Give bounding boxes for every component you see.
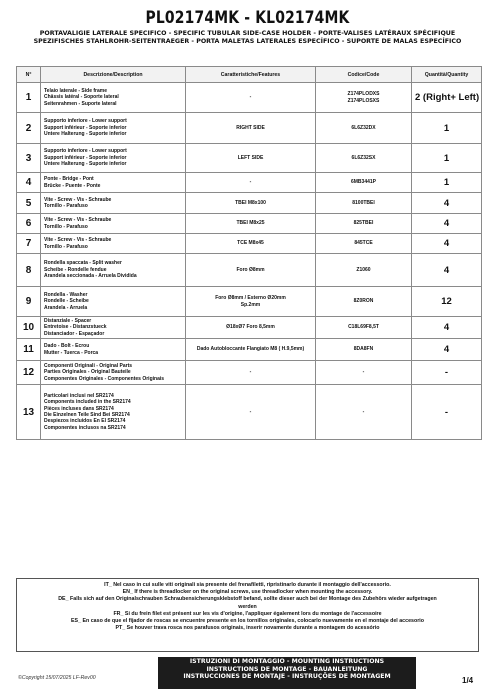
row-description-line: Pièces incluses dans SR2174 bbox=[44, 405, 114, 412]
row-number: 6 bbox=[17, 214, 41, 234]
row-description bbox=[41, 113, 186, 144]
row-description-line: Particolari inclusi nel SR2174 bbox=[44, 392, 114, 399]
row-features-line: Dado Autobloccante Flangiato M8 ( H.9,5mm) bbox=[196, 346, 305, 353]
note-fr: FR_ Si du frein filet est présent sur les vis d'origine, l'appliquer également lors du montage de l'accessoire bbox=[113, 610, 382, 617]
row-description-line: Support inférieur - Soporte inferior bbox=[44, 124, 127, 131]
row-features-line: Ø18xØ7 Foro 8,5mm bbox=[226, 324, 275, 331]
instructions-line-1: ISTRUZIONI DI MONTAGGIO - MOUNTING INSTRUCTIONS bbox=[189, 658, 385, 665]
row-code-line: Z174PLODXS bbox=[347, 91, 380, 98]
table-row bbox=[17, 113, 482, 144]
row-features bbox=[186, 254, 316, 287]
row-description bbox=[41, 339, 186, 361]
mounting-instructions-banner bbox=[158, 657, 416, 689]
note-es: ES_ En caso de que el fijador de roscas se encuentre presente en los tornillos originales, colocarlo nuevamente en el montaje del accesorio bbox=[71, 618, 424, 625]
page-number: 1/4 bbox=[462, 676, 474, 685]
row-features bbox=[186, 234, 316, 254]
row-quantity: 1 bbox=[412, 113, 482, 144]
note-de-continued: werden bbox=[238, 603, 257, 610]
row-features-line: Sp.2mm bbox=[240, 301, 261, 308]
row-description bbox=[41, 234, 186, 254]
row-features bbox=[186, 361, 316, 385]
row-description-line: Vite - Screw - Vis - Schraube bbox=[44, 237, 112, 244]
table-row bbox=[17, 83, 482, 113]
row-quantity: 2 (Right+ Left) bbox=[412, 83, 482, 113]
row-quantity: 4 bbox=[412, 254, 482, 287]
row-code bbox=[316, 214, 412, 234]
row-code-line: - bbox=[362, 408, 365, 415]
row-description-line: Tornillo - Parafuso bbox=[44, 243, 88, 250]
row-description bbox=[41, 144, 186, 173]
row-quantity: 1 bbox=[412, 173, 482, 193]
row-code bbox=[316, 317, 412, 339]
document-title: PL02174MK - KL02174MK bbox=[145, 8, 350, 28]
row-description bbox=[41, 385, 186, 440]
row-features-line: - bbox=[249, 369, 252, 376]
row-description-line: Ponte - Bridge - Pont bbox=[44, 176, 94, 183]
row-description bbox=[41, 214, 186, 234]
table-row bbox=[17, 339, 482, 361]
parts-table-body bbox=[17, 83, 482, 440]
row-description-line: Support inférieur - Soporte inferior bbox=[44, 154, 127, 161]
row-features bbox=[186, 214, 316, 234]
table-row bbox=[17, 287, 482, 317]
row-description-line: Rondelle - Scheibe bbox=[44, 298, 89, 305]
table-row bbox=[17, 234, 482, 254]
row-features bbox=[186, 385, 316, 440]
row-code-line: - bbox=[362, 369, 365, 376]
subtitle-line-1: PORTAVALIGIE LATERALE SPECIFICO - SPECIFIC TUBULAR SIDE-CASE HOLDER - PORTE-VALISES LATÉRAUX SPÉCIFIQUE bbox=[39, 30, 456, 37]
row-description-line: Dado - Bolt - Ecrou bbox=[44, 343, 90, 350]
row-code-line: Z174PLOSXS bbox=[347, 97, 380, 104]
row-code-line: 8DA8FN bbox=[353, 346, 374, 353]
row-features-line: RIGHT SIDE bbox=[236, 124, 265, 131]
table-header-row bbox=[17, 67, 482, 83]
row-description-line: Mutter - Tuerca - Porca bbox=[44, 349, 99, 356]
row-description-line: Die Einzelnen Teile Sind Bei SR2174 bbox=[44, 412, 130, 418]
row-code bbox=[316, 144, 412, 173]
row-description-line: Rondella - Washer bbox=[44, 291, 88, 298]
row-description-line: Distanciador - Espaçador bbox=[44, 330, 105, 337]
row-code bbox=[316, 339, 412, 361]
row-number: 10 bbox=[17, 317, 41, 339]
row-quantity: - bbox=[412, 361, 482, 385]
row-code bbox=[316, 193, 412, 214]
row-description-line: Vite - Screw - Vis - Schraube bbox=[44, 217, 112, 224]
row-quantity: - bbox=[412, 385, 482, 440]
subtitle-line-2: SPEZIFISCHES STAHLROHR-SEITENTRAEGER - PORTA MALETAS LATERALES ESPECÍFICO - SUPORTE DE MALAS ESPECÍFICO bbox=[33, 37, 462, 45]
row-description-line: Componenti Originali - Original Parts bbox=[44, 362, 133, 369]
row-number: 2 bbox=[17, 113, 41, 144]
row-code-line: C18L69F8,5T bbox=[348, 324, 379, 331]
row-code-line: 6L6Z32DX bbox=[351, 124, 376, 131]
row-code-line: 825TBEI bbox=[353, 220, 374, 227]
row-code-line: 845TCE bbox=[354, 240, 373, 247]
threadlocker-notes bbox=[16, 578, 479, 652]
row-description-line: Untere Halterung - Suporte inferior bbox=[44, 161, 127, 168]
row-features-line: TBEI M8x100 bbox=[235, 199, 266, 206]
note-en: EN_ If there is threadlocker on the original screws, use threadlocker when mounting the accessory. bbox=[122, 589, 373, 596]
row-code bbox=[316, 385, 412, 440]
header-quantity: Quantità/Quantity bbox=[412, 67, 482, 83]
row-description-line: Untere Halterung - Suporte inferior bbox=[44, 131, 127, 138]
row-number: 12 bbox=[17, 361, 41, 385]
row-code bbox=[316, 173, 412, 193]
row-number: 13 bbox=[17, 385, 41, 440]
row-description-line: Tornillo - Parafuso bbox=[44, 203, 88, 209]
row-description bbox=[41, 173, 186, 193]
note-it: IT_ Nel caso in cui sulle viti originali sia presente del frenafiletti, ripristinarlo durante il montaggio dell'accessorio. bbox=[104, 582, 391, 588]
row-description-line: Rondella spaccata - Split washer bbox=[44, 260, 122, 267]
row-description bbox=[41, 317, 186, 339]
row-description-line: Components included in the SR2174 bbox=[44, 399, 131, 406]
row-features bbox=[186, 83, 316, 113]
row-quantity: 4 bbox=[412, 317, 482, 339]
row-description-line: Brücke - Puente - Ponte bbox=[44, 182, 101, 189]
row-number: 1 bbox=[17, 83, 41, 113]
row-features bbox=[186, 287, 316, 317]
row-description bbox=[41, 193, 186, 214]
row-description bbox=[41, 361, 186, 385]
row-code-line: 8Z0RON bbox=[353, 298, 374, 305]
row-number: 9 bbox=[17, 287, 41, 317]
row-features bbox=[186, 193, 316, 214]
row-code-line: 6L6Z32SX bbox=[351, 154, 376, 161]
row-features-line: Foro Ø8mm bbox=[236, 266, 265, 273]
row-features bbox=[186, 339, 316, 361]
table-row bbox=[17, 254, 482, 287]
row-number: 3 bbox=[17, 144, 41, 173]
note-de: DE_ Falls sich auf den Originalschrauben Schraubensicherungsklebstoff befand, sollte dieser auch bei der Montage des Zubehörs wieder aufgetragen bbox=[58, 596, 437, 603]
row-description bbox=[41, 83, 186, 113]
table-row bbox=[17, 144, 482, 173]
row-quantity: 4 bbox=[412, 339, 482, 361]
row-description-line: Arandela - Arruela bbox=[44, 304, 88, 311]
row-description-line: Arandela seccionada - Arruela Dividida bbox=[44, 273, 137, 280]
row-code bbox=[316, 113, 412, 144]
row-description-line: Despiezos incluidos En El SR2174 bbox=[44, 418, 126, 425]
row-features bbox=[186, 144, 316, 173]
row-features-line: Foro Ø8mm / Esterno Ø20mm bbox=[215, 295, 286, 302]
row-code bbox=[316, 234, 412, 254]
row-description bbox=[41, 287, 186, 317]
parts-table bbox=[16, 66, 482, 440]
row-code bbox=[316, 361, 412, 385]
table-row bbox=[17, 317, 482, 339]
instructions-line-3: INSTRUCCIONES DE MONTAJE - INSTRUÇÕES DE MONTAGEM bbox=[183, 673, 391, 681]
table-row bbox=[17, 173, 482, 193]
row-quantity: 4 bbox=[412, 234, 482, 254]
row-description-line: Entretoise - Distanzstueck bbox=[44, 324, 107, 331]
row-code bbox=[316, 254, 412, 287]
row-code-line: Z1060 bbox=[356, 266, 371, 273]
row-features bbox=[186, 113, 316, 144]
table-row bbox=[17, 214, 482, 234]
copyright-notice: ©Copyright 15/07/2025 LF-Rev00 bbox=[18, 675, 96, 681]
header-number: N° bbox=[17, 67, 41, 83]
row-code-line: 8100TBEI bbox=[352, 199, 375, 206]
row-features-line: LEFT SIDE bbox=[237, 154, 264, 161]
row-description-line: Telaio laterale - Side frame bbox=[44, 87, 107, 94]
row-features bbox=[186, 173, 316, 193]
row-features-line: TCE M8x45 bbox=[237, 240, 264, 247]
row-description-line: Componentes Originales - Componentes Originais bbox=[44, 375, 165, 382]
row-code bbox=[316, 287, 412, 317]
header-description: Descrizione/Description bbox=[41, 67, 186, 83]
row-features-line: - bbox=[249, 179, 252, 186]
row-features-line: - bbox=[249, 94, 252, 101]
header-code: Codice/Code bbox=[316, 67, 412, 83]
table-row bbox=[17, 361, 482, 385]
row-description-line: Parties Originales - Original Bauteile bbox=[44, 369, 131, 376]
row-description-line: Vite - Screw - Vis - Schraube bbox=[44, 196, 112, 203]
row-features-line: - bbox=[249, 408, 252, 415]
table-row bbox=[17, 385, 482, 440]
row-description-line: Supporto inferiore - Lower support bbox=[44, 118, 127, 125]
row-description bbox=[41, 254, 186, 287]
row-quantity: 4 bbox=[412, 193, 482, 214]
row-code bbox=[316, 83, 412, 113]
instructions-line-2: INSTRUCTIONS DE MONTAGE - BAUANLEITUNG bbox=[206, 665, 368, 673]
row-number: 8 bbox=[17, 254, 41, 287]
table-row bbox=[17, 193, 482, 214]
row-features bbox=[186, 317, 316, 339]
row-number: 4 bbox=[17, 173, 41, 193]
row-description-line: Châssis latéral - Soporte lateral bbox=[44, 94, 119, 101]
note-pt: PT_ Se houver trava rosca nos parafusos originais, inserir novamente durante a montagem do acessório bbox=[115, 625, 380, 632]
row-number: 7 bbox=[17, 234, 41, 254]
row-quantity: 12 bbox=[412, 287, 482, 317]
row-quantity: 4 bbox=[412, 214, 482, 234]
row-description-line: Tornillo - Parafuso bbox=[44, 223, 88, 230]
row-description-line: Supporto inferiore - Lower support bbox=[44, 148, 127, 155]
row-description-line: Distanziale - Spacer bbox=[44, 317, 92, 324]
row-description-line: Scheibe - Rondelle fendue bbox=[44, 266, 107, 273]
row-number: 5 bbox=[17, 193, 41, 214]
row-code-line: 6MB3441P bbox=[350, 179, 376, 186]
header-features: Caratteristiche/Features bbox=[186, 67, 316, 83]
row-number: 11 bbox=[17, 339, 41, 361]
row-features-line: TBEI M8x25 bbox=[236, 220, 265, 227]
row-description-line: Seitenrahmen - Suporte lateral bbox=[44, 100, 117, 107]
row-description-line: Componentes inclusos na SR2174 bbox=[44, 424, 126, 431]
row-quantity: 1 bbox=[412, 144, 482, 173]
